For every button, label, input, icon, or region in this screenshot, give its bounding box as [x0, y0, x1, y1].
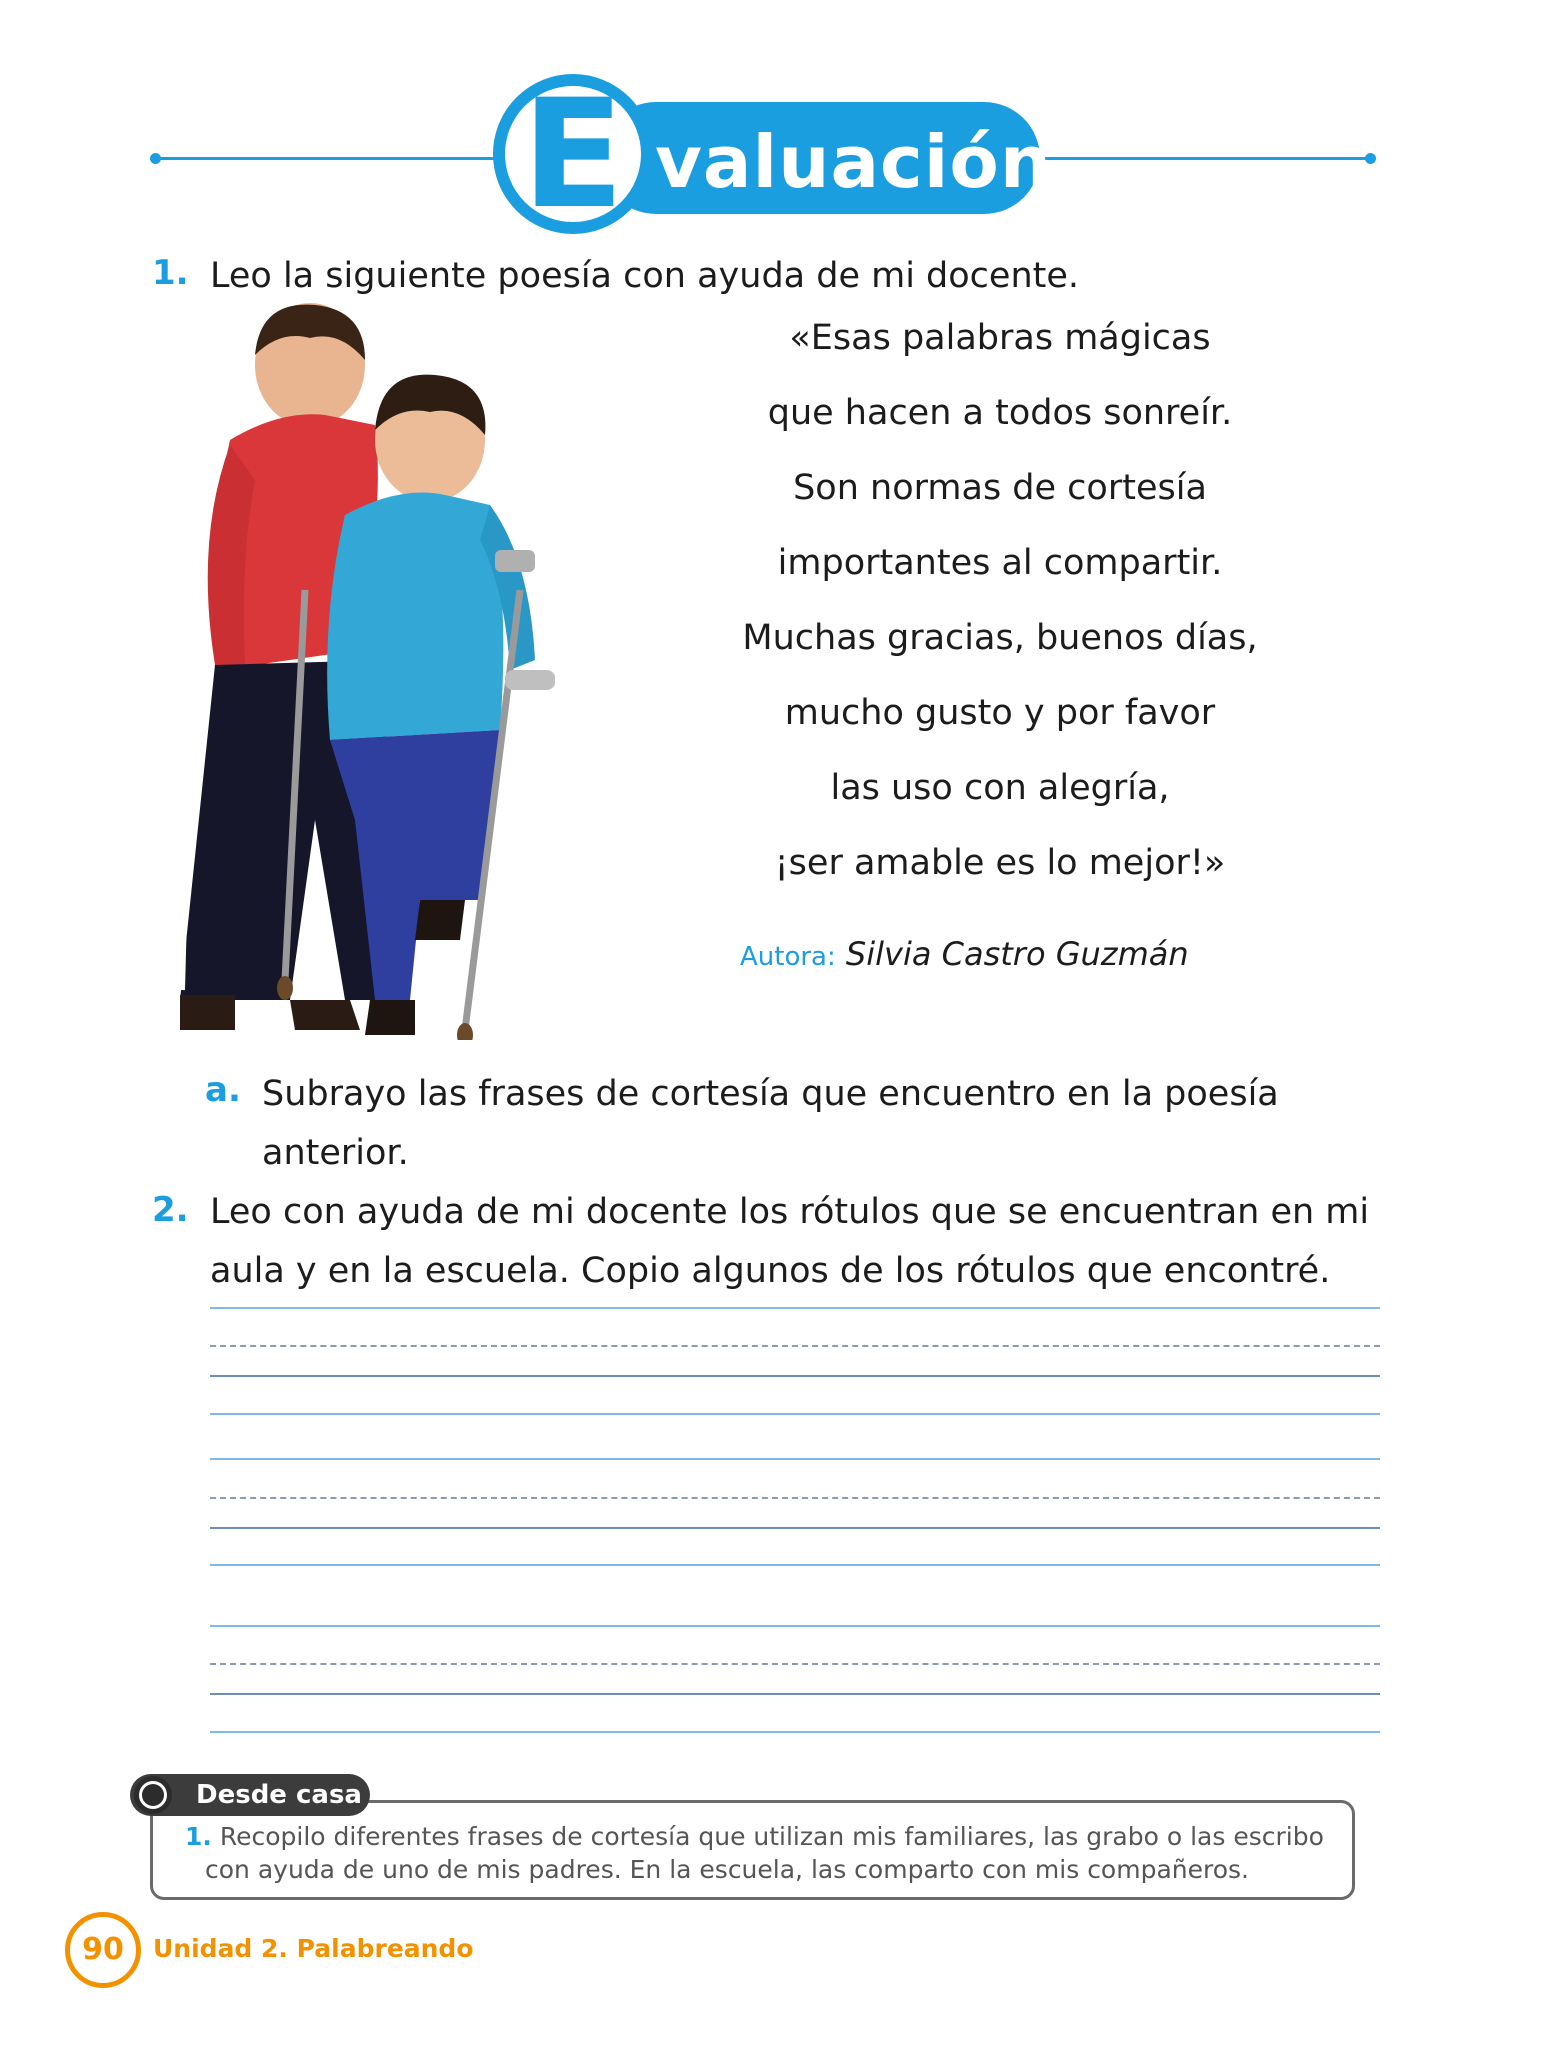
subquestion-a-text-line1: Subrayo las frases de cortesía que encuentro en la poesía [262, 1074, 1279, 1114]
poem-line: importantes al compartir. [777, 543, 1223, 583]
poem-line: Muchas gracias, buenos días, [742, 618, 1258, 658]
writing-line[interactable] [210, 1413, 1380, 1415]
desde-casa-ring-center [142, 1784, 164, 1806]
header-line-left [155, 157, 500, 160]
writing-line[interactable] [210, 1307, 1380, 1309]
header-dot-left [150, 153, 161, 164]
desde-casa-label: Desde casa [196, 1780, 362, 1810]
writing-line[interactable] [210, 1731, 1380, 1733]
question-2-text-line2: aula y en la escuela. Copio algunos de los rótulos que encontré. [210, 1251, 1331, 1291]
desde-casa-line2: con ayuda de uno de mis padres. En la escuela, las comparto con mis compañeros. [205, 1855, 1249, 1884]
poem-line: «Esas palabras mágicas [789, 318, 1211, 358]
poem-line: que hacen a todos sonreír. [767, 393, 1233, 433]
subquestion-a-letter: a. [205, 1070, 241, 1110]
writing-baseline [210, 1693, 1380, 1695]
title-initial: E [521, 68, 625, 242]
poem-line: Son normas de cortesía [793, 468, 1207, 508]
header-line-right [1035, 157, 1370, 160]
question-1-number: 1. [152, 253, 189, 293]
desde-casa-line1 [185, 1820, 1335, 1853]
poem [720, 310, 1280, 910]
header-dot-right [1365, 153, 1376, 164]
question-1-instruction: Leo la siguiente poesía con ayuda de mi docente. [210, 256, 1080, 296]
poem-line: las uso con alegría, [830, 768, 1170, 808]
poem-author [740, 935, 1189, 973]
subquestion-a-text-line2: anterior. [262, 1133, 409, 1173]
desde-casa-line1-text: Recopilo diferentes frases de cortesía que utilizan mis familiares, las grabo o las escribo [219, 1822, 1324, 1851]
question-2-text-line1: Leo con ayuda de mi docente los rótulos que se encuentran en mi [210, 1192, 1370, 1232]
writing-line[interactable] [210, 1625, 1380, 1627]
children-photo [160, 300, 670, 1040]
writing-line[interactable] [210, 1564, 1380, 1566]
author-label: Autora: [740, 942, 836, 972]
writing-guide-line [210, 1663, 1380, 1665]
poem-line: ¡ser amable es lo mejor!» [774, 843, 1226, 883]
page-number: 90 [65, 1912, 141, 1988]
desde-casa-text [185, 1820, 1335, 1886]
writing-guide-line [210, 1345, 1380, 1347]
author-name: Silvia Castro Guzmán [845, 935, 1189, 973]
question-2-number: 2. [152, 1190, 189, 1230]
desde-casa-number: 1. [185, 1822, 212, 1851]
writing-guide-line [210, 1497, 1380, 1499]
unit-title: Unidad 2. Palabreando [153, 1934, 474, 1963]
writing-line[interactable] [210, 1458, 1380, 1460]
page-title: valuación [655, 120, 1053, 204]
writing-baseline [210, 1375, 1380, 1377]
poem-line: mucho gusto y por favor [784, 693, 1216, 733]
writing-baseline [210, 1527, 1380, 1529]
